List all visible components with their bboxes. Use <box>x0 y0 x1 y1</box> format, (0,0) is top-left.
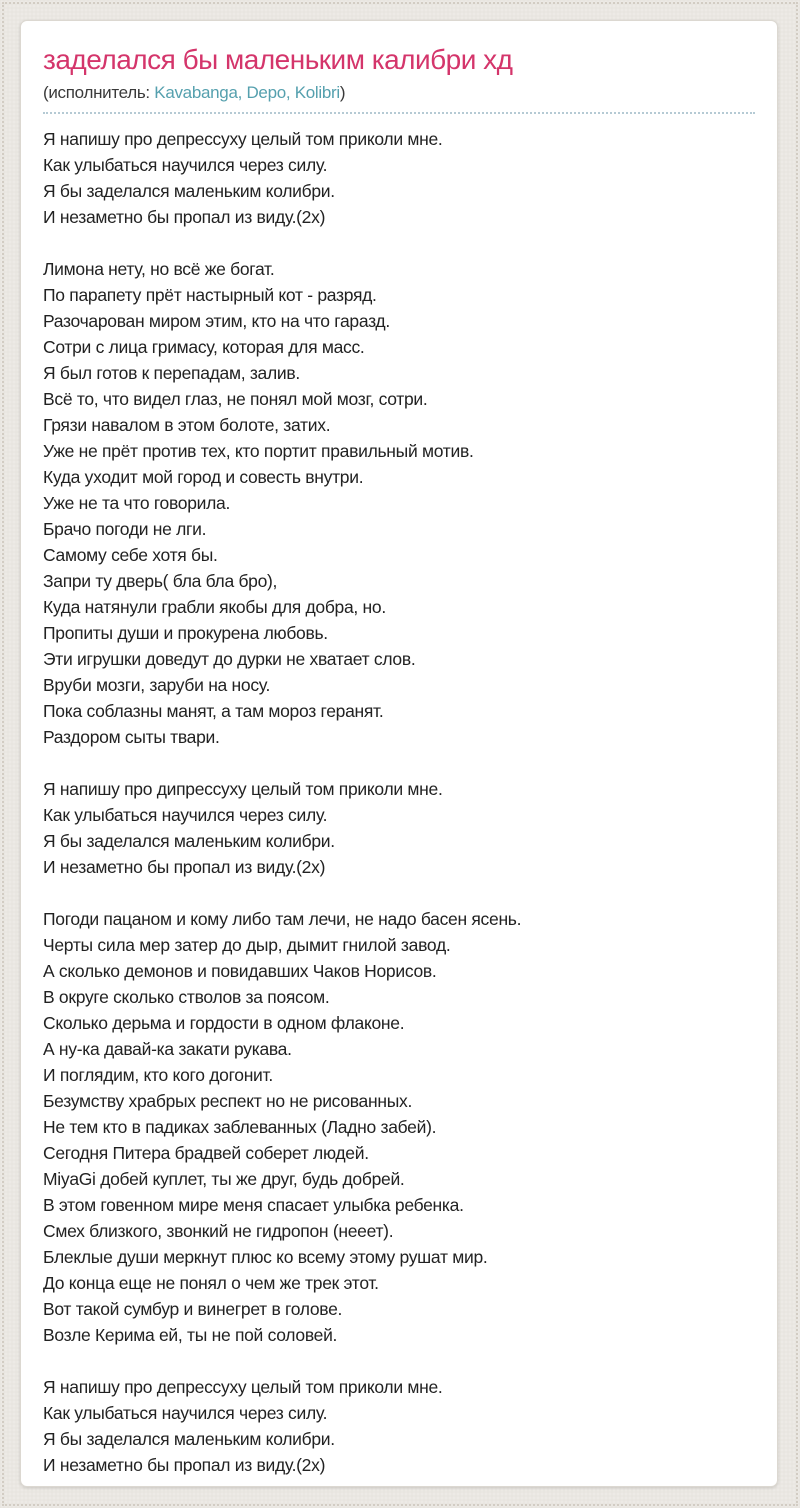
lyrics-stanza <box>43 1374 755 1478</box>
lyrics-line: Пока соблазны манят, а там мороз геранят. <box>43 701 384 722</box>
lyrics-line: Не тем кто в падиках заблеванных (Ладно забей). <box>43 1117 437 1138</box>
lyrics-line: А сколько демонов и повидавших Чаков Норисов. <box>43 961 437 982</box>
lyrics-stanza <box>43 906 755 1348</box>
lyrics-line: Эти игрушки доведут до дурки не хватает слов. <box>43 649 416 670</box>
lyrics-line: Черты сила мер затер до дыр, дымит гнилой завод. <box>43 935 451 956</box>
lyrics-line: Я бы заделался маленьким колибри. <box>43 1429 335 1450</box>
lyrics-line: Всё то, что видел глаз, не понял мой мозг, сотри. <box>43 389 428 410</box>
lyrics-line: Смех близкого, звонкий не гидропон (нееет). <box>43 1221 394 1242</box>
lyrics-line: MiyaGi добей куплет, ты же друг, будь добрей. <box>43 1169 405 1190</box>
artist-close-paren: ) <box>339 83 346 103</box>
lyrics-line: В этом говенном мире меня спасает улыбка ребенка. <box>43 1195 464 1216</box>
lyrics-line: В округе сколько стволов за поясом. <box>43 987 330 1008</box>
lyrics-line: Брачо погоди не лги. <box>43 519 207 540</box>
lyrics-line: Как улыбаться научился через силу. <box>43 805 328 826</box>
lyrics-line: Уже не та что говорила. <box>43 493 231 514</box>
lyrics-line: Запри ту дверь( бла бла бро), <box>43 571 278 592</box>
lyrics-line: Куда натянули грабли якобы для добра, но. <box>43 597 386 618</box>
page-title: заделался бы маленьким калибри хд <box>43 44 513 75</box>
lyrics-stanza <box>43 256 755 750</box>
lyrics-line: И незаметно бы пропал из виду.(2х) <box>43 857 326 878</box>
lyrics-line: Как улыбаться научился через силу. <box>43 155 328 176</box>
lyrics-line: Вруби мозги, заруби на носу. <box>43 675 271 696</box>
lyrics-line: Самому себе хотя бы. <box>43 545 218 566</box>
lyrics-line: До конца еще не понял о чем же трек этот. <box>43 1273 379 1294</box>
lyrics-line: Уже не прёт против тех, кто портит правильный мотив. <box>43 441 474 462</box>
lyrics-line: Я напишу про дипрессуху целый том приколи мне. <box>43 779 443 800</box>
lyrics-line: Я бы заделался маленьким колибри. <box>43 831 335 852</box>
lyrics-text <box>43 126 755 1478</box>
lyrics-stanza <box>43 776 755 880</box>
artist-link[interactable]: Kavabanga, Depo, Kolibri <box>154 83 340 103</box>
lyrics-line: Возле Керима ей, ты не пой соловей. <box>43 1325 338 1346</box>
lyrics-line: Раздором сыты твари. <box>43 727 220 748</box>
lyrics-line: Погоди пацаном и кому либо там лечи, не надо басен ясень. <box>43 909 522 930</box>
lyrics-line: Я напишу про депрессуху целый том приколи мне. <box>43 129 443 150</box>
lyrics-line: Лимона нету, но всё же богат. <box>43 259 275 280</box>
lyrics-line: Вот такой сумбур и винегрет в голове. <box>43 1299 343 1320</box>
artist-label: (исполнитель: <box>43 83 150 103</box>
lyrics-line: И поглядим, кто кого догонит. <box>43 1065 273 1086</box>
lyrics-line: Пропиты души и прокурена любовь. <box>43 623 328 644</box>
lyrics-line: Я был готов к перепадам, залив. <box>43 363 300 384</box>
lyrics-line: Грязи навалом в этом болоте, затих. <box>43 415 331 436</box>
lyrics-line: Я напишу про депрессуху целый том приколи мне. <box>43 1377 443 1398</box>
lyrics-line: Как улыбаться научился через силу. <box>43 1403 328 1424</box>
lyrics-line: Безумству храбрых респект но не рисованных. <box>43 1091 413 1112</box>
lyrics-card <box>20 20 778 1487</box>
lyrics-stanza <box>43 126 755 230</box>
lyrics-line: Сотри с лица гримасу, которая для масс. <box>43 337 365 358</box>
artist-line <box>43 83 755 114</box>
lyrics-line: По парапету прёт настырный кот - разряд. <box>43 285 377 306</box>
lyrics-line: И незаметно бы пропал из виду.(2х) <box>43 1455 326 1476</box>
lyrics-line: А ну-ка давай-ка закати рукава. <box>43 1039 292 1060</box>
lyrics-line: Сегодня Питера брадвей соберет людей. <box>43 1143 369 1164</box>
lyrics-line: Куда уходит мой город и совесть внутри. <box>43 467 364 488</box>
lyrics-line: Разочарован миром этим, кто на что гаразд. <box>43 311 390 332</box>
lyrics-line: Блеклые души меркнут плюс ко всему этому рушат мир. <box>43 1247 488 1268</box>
lyrics-line: И незаметно бы пропал из виду.(2х) <box>43 207 326 228</box>
lyrics-line: Я бы заделался маленьким колибри. <box>43 181 335 202</box>
lyrics-line: Сколько дерьма и гордости в одном флаконе. <box>43 1013 405 1034</box>
